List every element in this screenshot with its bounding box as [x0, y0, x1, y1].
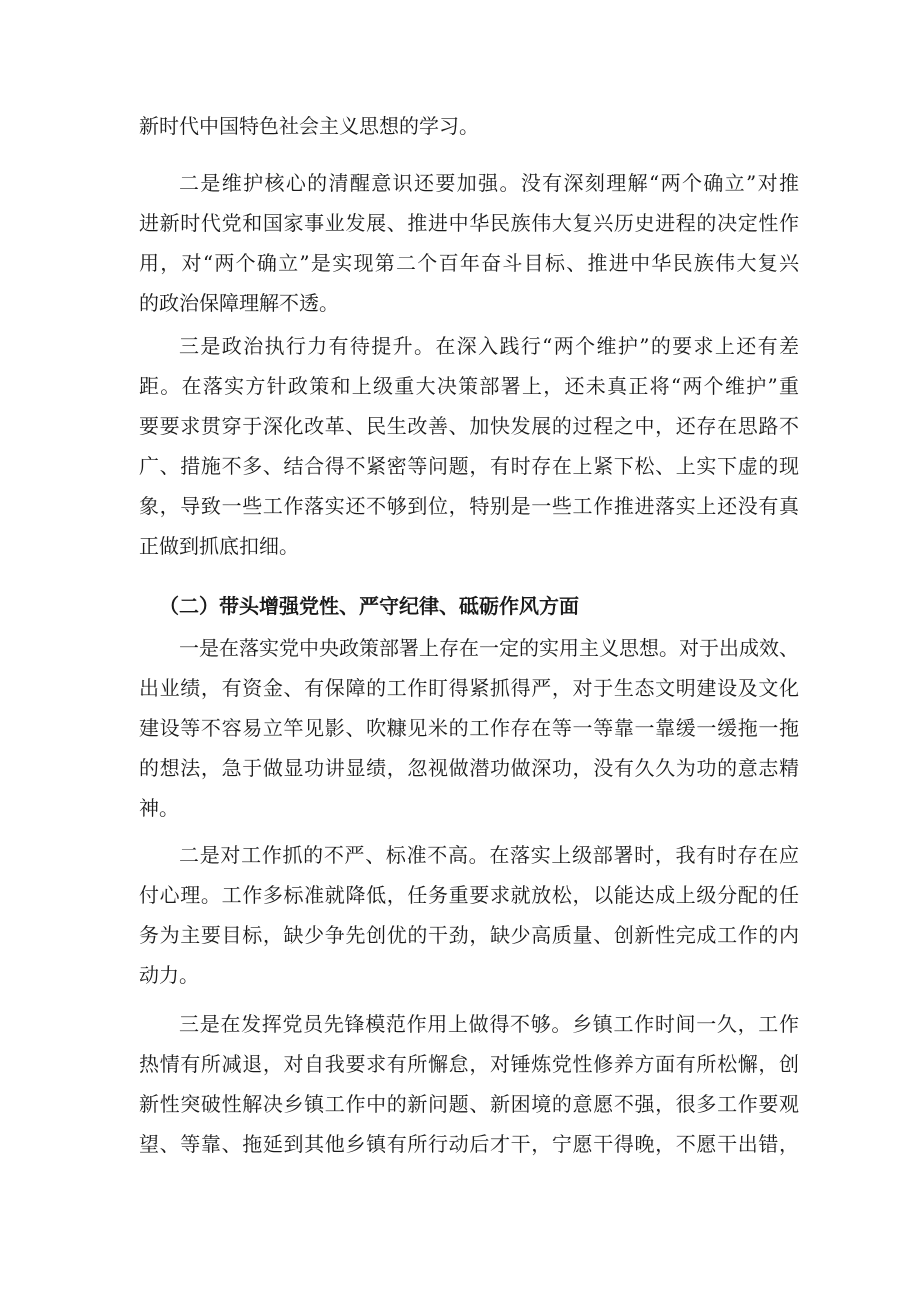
text-line: 象，导致一些工作落实还不够到位，特别是一些工作推进落实上还没有真: [139, 494, 799, 518]
text-line: 的想法，急于做显功讲显绩，忽视做潜功做深功，没有久久为功的意志精: [139, 756, 799, 780]
text-line: 新时代中国特色社会主义思想的学习。: [139, 114, 479, 138]
text-line: 进新时代党和国家事业发展、推进中华民族伟大复兴历史进程的决定性作: [139, 211, 799, 235]
text-line: 建设等不容易立竿见影、吹糠见米的工作存在等一等靠一靠缓一缓拖一拖: [139, 716, 799, 740]
paragraph-first-line: 三是政治执行力有待提升。在深入践行“两个维护”的要求上还有差: [179, 334, 799, 358]
text-line: 正做到抓底扣细。: [139, 534, 299, 558]
text-line: 用，对“两个确立”是实现第二个百年奋斗目标、推进中华民族伟大复兴: [139, 251, 799, 275]
section-heading: （二）带头增强党性、严守纪律、砥砺作风方面: [159, 594, 579, 618]
text-line: 要要求贯穿于深化改革、民生改善、加快发展的过程之中，还存在思路不: [139, 414, 799, 438]
text-line: 的政治保障理解不透。: [139, 291, 339, 315]
text-line: 付心理。工作多标准就降低，任务重要求就放松，以能达成上级分配的任: [139, 883, 799, 907]
text-line: 新性突破性解决乡镇工作中的新问题、新困境的意愿不强，很多工作要观: [139, 1092, 799, 1116]
paragraph-first-line: 二是维护核心的清醒意识还要加强。没有深刻理解“两个确立”对推: [179, 171, 799, 195]
paragraph-first-line: 二是对工作抓的不严、标准不高。在落实上级部署时，我有时存在应: [179, 843, 799, 867]
paragraph-first-line: 一是在落实党中央政策部署上存在一定的实用主义思想。对于出成效、: [179, 636, 799, 660]
text-line: 出业绩，有资金、有保障的工作盯得紧抓得严，对于生态文明建设及文化: [139, 676, 799, 700]
text-line: 广、措施不多、结合得不紧密等问题，有时存在上紧下松、上实下虚的现: [139, 454, 799, 478]
text-line: 务为主要目标，缺少争先创优的干劲，缺少高质量、创新性完成工作的内: [139, 923, 799, 947]
text-line: 动力。: [139, 963, 199, 987]
text-line: 热情有所减退，对自我要求有所懈怠，对锤炼党性修养方面有所松懈，创: [139, 1052, 799, 1076]
text-line: 望、等靠、拖延到其他乡镇有所行动后才干，宁愿干得晚，不愿干出错，: [139, 1132, 799, 1156]
text-line: 神。: [139, 796, 179, 820]
paragraph-first-line: 三是在发挥党员先锋模范作用上做得不够。乡镇工作时间一久，工作: [179, 1012, 799, 1036]
text-line: 距。在落实方针政策和上级重大决策部署上，还未真正将“两个维护”重: [139, 374, 799, 398]
